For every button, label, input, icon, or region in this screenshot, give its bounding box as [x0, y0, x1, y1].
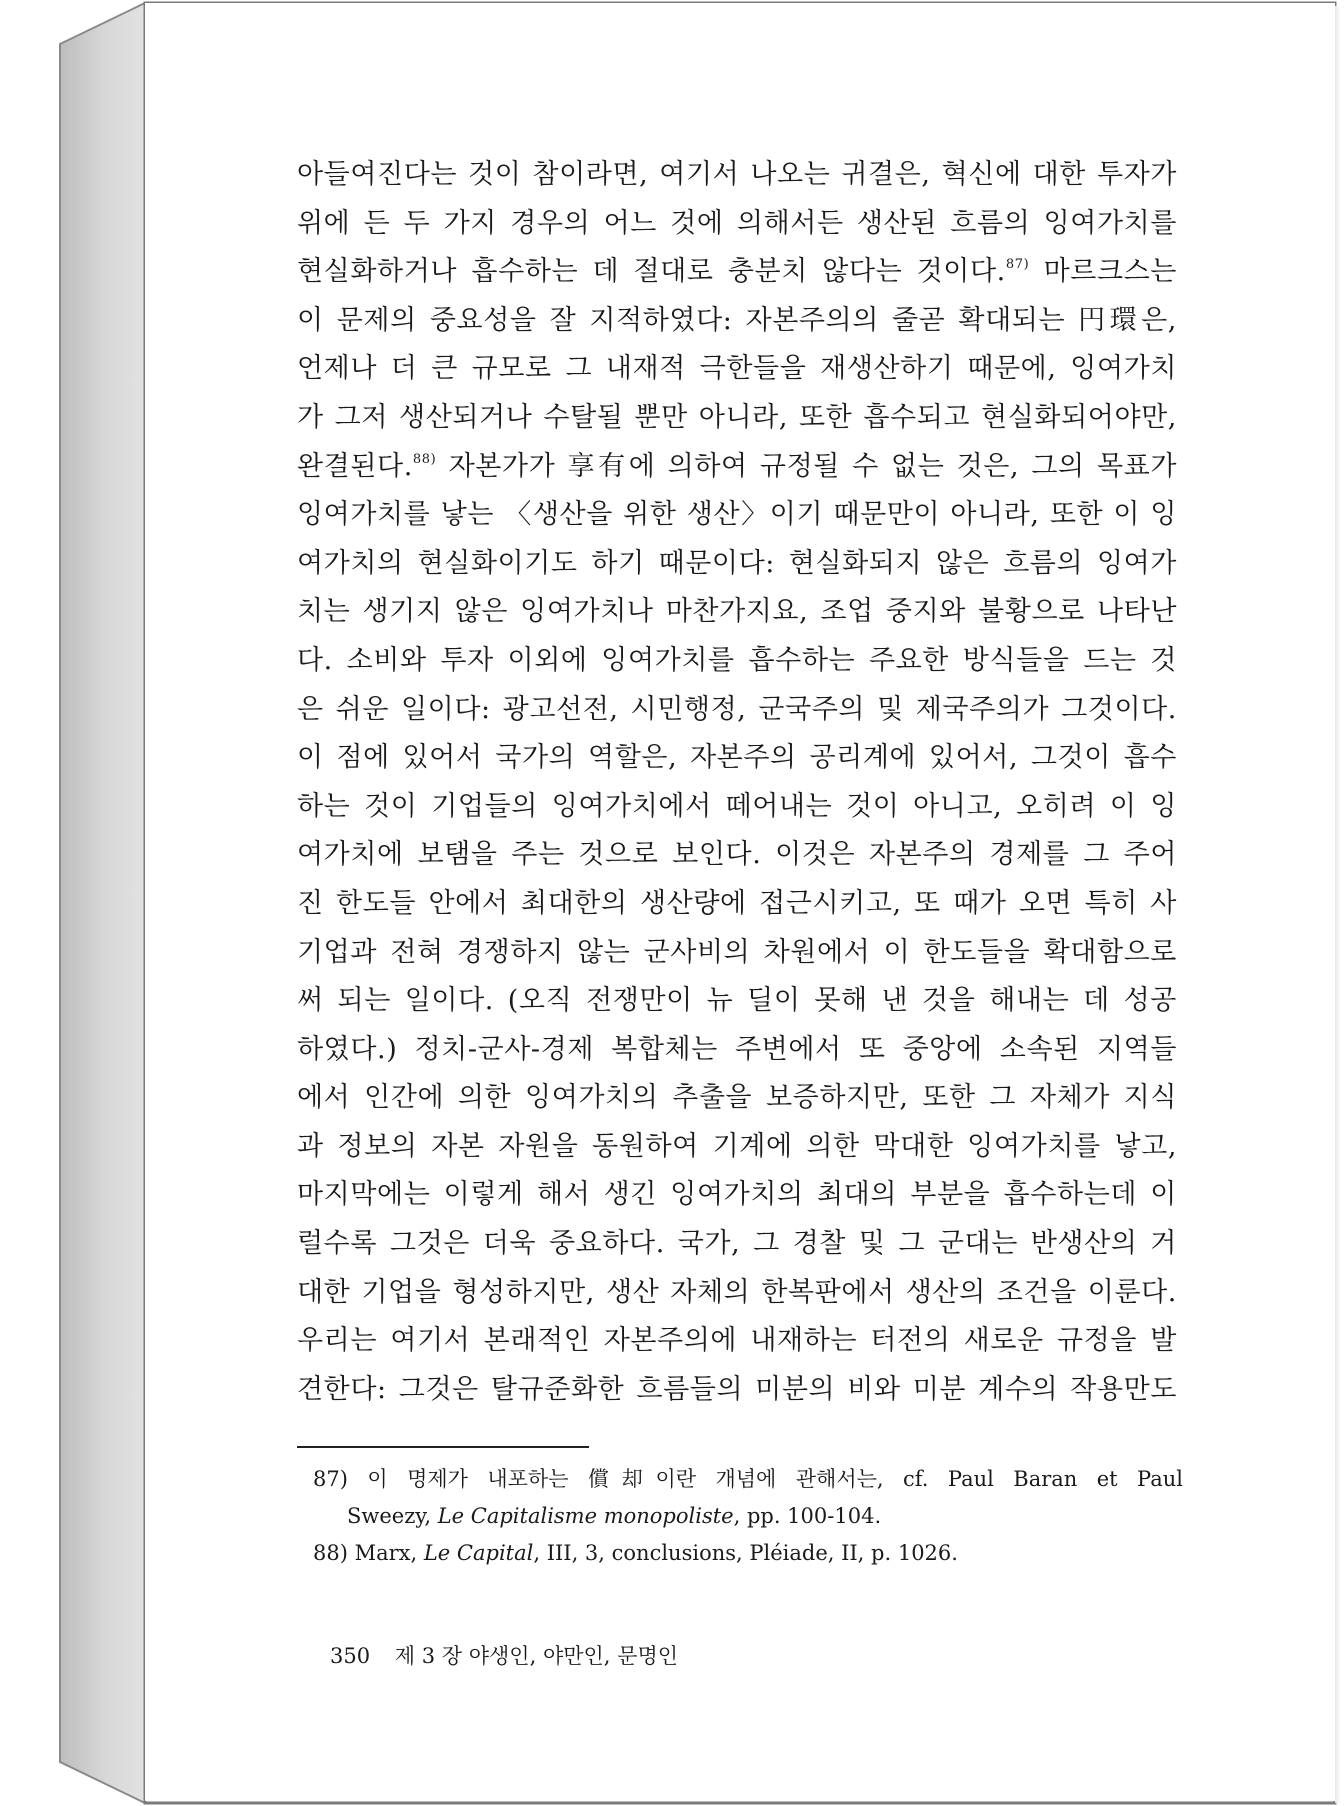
text-line: 과 정보의 자본 자원을 동원하여 기계에 의한 막대한 잉여가치를 낳고,	[297, 1130, 1177, 1162]
text-line: 잉여가치를 낳는 〈생산을 위한 생산〉이기 때문만이 아니라, 또한 이 잉	[297, 499, 1177, 531]
text-line: 다. 소비와 투자 이외에 잉여가치를 흡수하는 주요한 방식들을 드는 것	[297, 644, 1177, 676]
text-line: 대한 기업을 형성하지만, 생산 자체의 한복판에서 생산의 조건을 이룬다.	[297, 1276, 1177, 1308]
text-line: 아들여진다는 것이 참이라면, 여기서 나오는 귀결은, 혁신에 대한 투자가	[297, 159, 1177, 190]
book-title: Le Capital	[423, 1541, 534, 1565]
text-line: 우리는 여기서 본래적인 자본주의에 내재하는 터전의 새로운 규정을 발	[297, 1325, 1177, 1357]
text-line: 위에 든 두 가지 경우의 어느 것에 의해서든 생산된 흐름의 잉여가치를	[297, 207, 1177, 239]
page-footer	[330, 1640, 678, 1670]
footnote-text: , III, 3, conclusions, Pléiade, II, p. 1026.	[533, 1541, 958, 1565]
footnote-ref-87[interactable]: 87)	[1005, 257, 1030, 273]
text-fragment: 마르크스는	[1043, 256, 1177, 288]
footnote-87-continued	[313, 1498, 1183, 1535]
body-text	[297, 151, 1177, 1414]
text-fragment: 자본가가 享有에 의하여 규정될 수 없는 것은, 그의 목표가	[448, 450, 1177, 482]
footnote-text: Sweezy,	[347, 1504, 432, 1528]
text-line: 에서 인간에 의한 잉여가치의 추출을 보증하지만, 또한 그 자체가 지식	[297, 1082, 1177, 1114]
text-line: 럴수록 그것은 더욱 중요하다. 국가, 그 경찰 및 그 군대는 반생산의 거	[297, 1228, 1177, 1260]
text-line: 마지막에는 이렇게 해서 생긴 잉여가치의 최대의 부분을 흡수하는데 이	[297, 1179, 1177, 1211]
page-number: 350	[330, 1644, 371, 1668]
text-fragment: 완결된다.	[297, 450, 413, 482]
text-line: 이 점에 있어서 국가의 역할은, 자본주의 공리계에 있어서, 그것이 흡수	[297, 742, 1177, 774]
text-line: 가 그저 생산되거나 수탈될 뿐만 아니라, 또한 흡수되고 현실화되어야만,	[297, 401, 1177, 433]
text-line: 하는 것이 기업들의 잉여가치에서 떼어내는 것이 아니고, 오히려 이 잉	[297, 790, 1177, 822]
footnote-ref-88[interactable]: 88)	[412, 451, 437, 467]
text-line: 여가치의 현실화이기도 하기 때문이다: 현실화되지 않은 흐름의 잉여가	[297, 547, 1177, 579]
footnote-text: , pp. 100-104.	[733, 1504, 882, 1528]
text-line: 견한다: 그것은 탈규준화한 흐름들의 미분의 비와 미분 계수의 작용만도	[297, 1373, 1177, 1405]
book-page	[145, 3, 1335, 1801]
footnote-87: 87) 이 명제가 내포하는 償却이란 개념에 관해서는, cf. Paul Baran et Paul	[313, 1467, 1183, 1491]
book-title: Le Capitalisme monopoliste	[437, 1504, 734, 1528]
text-line: 하였다.) 정치-군사-경제 복합체는 주변에서 또 중앙에 소속된 지역들	[297, 1033, 1177, 1065]
text-line: 써 되는 일이다. (오직 전쟁만이 뉴 딜이 못해 낸 것을 해내는 데 성공	[297, 985, 1177, 1017]
footnote-text: 88) Marx,	[313, 1541, 418, 1565]
text-line: 치는 생기지 않은 잉여가치나 마찬가지요, 조업 중지와 불황으로 나타난	[297, 596, 1177, 628]
text-line: 기업과 전혀 경쟁하지 않는 군사비의 차원에서 이 한도들을 확대함으로	[297, 936, 1177, 968]
text-line: 이 문제의 중요성을 잘 지적하였다: 자본주의의 줄곧 확대되는 円環은,	[297, 304, 1177, 336]
text-line: 언제나 더 큰 규모로 그 내재적 극한들을 재생산하기 때문에, 잉여가치	[297, 353, 1177, 385]
footnotes	[313, 1461, 1183, 1572]
text-line: 진 한도들 안에서 최대한의 생산량에 접근시키고, 또 때가 오면 특히 사	[297, 887, 1177, 919]
text-line: 여가치에 보탬을 주는 것으로 보인다. 이것은 자본주의 경제를 그 주어	[297, 839, 1177, 871]
text-line: 은 쉬운 일이다: 광고선전, 시민행정, 군국주의 및 제국주의가 그것이다.	[297, 693, 1177, 725]
footnote-88	[313, 1535, 1183, 1572]
text-line-with-note-87	[297, 248, 1177, 297]
text-line-with-note-88	[297, 443, 1177, 492]
text-fragment: 현실화하거나 흡수하는 데 절대로 충분치 않다는 것이다.	[297, 256, 1006, 288]
footnote-separator	[297, 1446, 589, 1448]
chapter-title: 제 3 장 야생인, 야만인, 문명인	[394, 1644, 679, 1668]
